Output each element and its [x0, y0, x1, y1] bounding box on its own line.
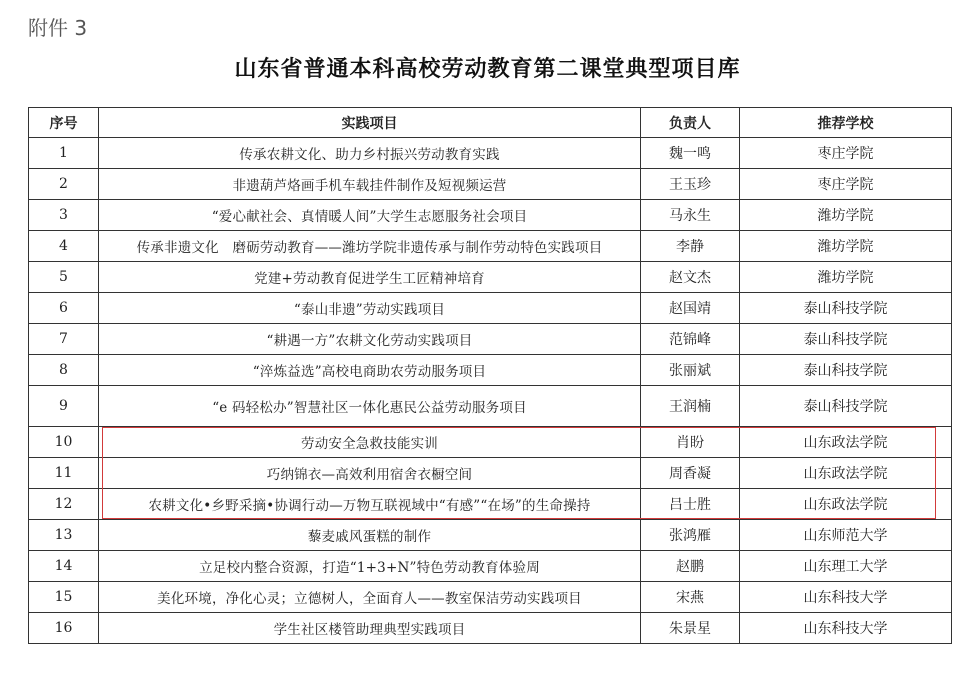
school-name: 潍坊学院: [740, 231, 952, 262]
row-number: 2: [29, 169, 99, 200]
project-name: 藜麦戚风蛋糕的制作: [99, 520, 641, 551]
school-name: 山东师范大学: [740, 520, 952, 551]
table-row: [29, 231, 952, 262]
table-row: [29, 169, 952, 200]
row-number: 9: [29, 386, 99, 427]
table-row: [29, 520, 952, 551]
row-number: 12: [29, 489, 99, 520]
table-header-row: [29, 108, 952, 138]
leader-name: 赵国靖: [641, 293, 740, 324]
project-name: “爱心献社会、真情暖人间”大学生志愿服务社会项目: [99, 200, 641, 231]
leader-name: 范锦峰: [641, 324, 740, 355]
table-row: [29, 324, 952, 355]
table-row: [29, 427, 952, 458]
row-number: 7: [29, 324, 99, 355]
leader-name: 吕士胜: [641, 489, 740, 520]
leader-name: 王润楠: [641, 386, 740, 427]
column-header-school: 推荐学校: [740, 108, 952, 138]
row-number: 14: [29, 551, 99, 582]
school-name: 山东政法学院: [740, 489, 952, 520]
leader-name: 王玉珍: [641, 169, 740, 200]
school-name: 山东科技大学: [740, 582, 952, 613]
school-name: 泰山科技学院: [740, 324, 952, 355]
leader-name: 魏一鸣: [641, 138, 740, 169]
table-row: [29, 355, 952, 386]
column-header-project: 实践项目: [99, 108, 641, 138]
school-name: 泰山科技学院: [740, 386, 952, 427]
leader-name: 李静: [641, 231, 740, 262]
leader-name: 宋燕: [641, 582, 740, 613]
project-name: 传承农耕文化、助力乡村振兴劳动教育实践: [99, 138, 641, 169]
leader-name: 赵文杰: [641, 262, 740, 293]
row-number: 6: [29, 293, 99, 324]
project-name: 劳动安全急救技能实训: [99, 427, 641, 458]
school-name: 山东政法学院: [740, 427, 952, 458]
school-name: 枣庄学院: [740, 138, 952, 169]
project-name: “泰山非遗”劳动实践项目: [99, 293, 641, 324]
school-name: 泰山科技学院: [740, 293, 952, 324]
row-number: 15: [29, 582, 99, 613]
row-number: 1: [29, 138, 99, 169]
table-row: [29, 613, 952, 644]
school-name: 潍坊学院: [740, 262, 952, 293]
column-header-leader: 负责人: [641, 108, 740, 138]
project-name: 巧纳锦衣—高效利用宿舍衣橱空间: [99, 458, 641, 489]
table-row: [29, 138, 952, 169]
project-name: 非遗葫芦烙画手机车载挂件制作及短视频运营: [99, 169, 641, 200]
row-number: 8: [29, 355, 99, 386]
school-name: 山东科技大学: [740, 613, 952, 644]
project-name: 立足校内整合资源，打造“1+3+N”特色劳动教育体验周: [99, 551, 641, 582]
project-name: 农耕文化•乡野采摘•协调行动—万物互联视域中“有感”“在场”的生命操持: [99, 489, 641, 520]
table-row: [29, 551, 952, 582]
project-name: 学生社区楼管助理典型实践项目: [99, 613, 641, 644]
column-header-number: 序号: [29, 108, 99, 138]
table-row: [29, 582, 952, 613]
project-name: “淬炼益选”高校电商助农劳动服务项目: [99, 355, 641, 386]
school-name: 枣庄学院: [740, 169, 952, 200]
school-name: 山东理工大学: [740, 551, 952, 582]
row-number: 13: [29, 520, 99, 551]
row-number: 16: [29, 613, 99, 644]
leader-name: 朱景星: [641, 613, 740, 644]
school-name: 山东政法学院: [740, 458, 952, 489]
project-name: 党建+劳动教育促进学生工匠精神培育: [99, 262, 641, 293]
document-title: 山东省普通本科高校劳动教育第二课堂典型项目库: [234, 57, 741, 82]
row-number: 4: [29, 231, 99, 262]
attachment-label: 附件 3: [28, 16, 88, 40]
table-row: [29, 262, 952, 293]
school-name: 潍坊学院: [740, 200, 952, 231]
table-row: [29, 458, 952, 489]
project-table: [28, 107, 952, 644]
project-name: “e 码轻松办”智慧社区一体化惠民公益劳动服务项目: [99, 386, 641, 427]
table-row: [29, 293, 952, 324]
project-name: 美化环境，净化心灵；立德树人，全面育人——教室保洁劳动实践项目: [99, 582, 641, 613]
school-name: 泰山科技学院: [740, 355, 952, 386]
leader-name: 肖盼: [641, 427, 740, 458]
leader-name: 马永生: [641, 200, 740, 231]
project-name: 传承非遗文化 磨砺劳动教育——潍坊学院非遗传承与制作劳动特色实践项目: [99, 231, 641, 262]
row-number: 5: [29, 262, 99, 293]
row-number: 10: [29, 427, 99, 458]
table-row: [29, 489, 952, 520]
leader-name: 赵鹏: [641, 551, 740, 582]
leader-name: 张丽斌: [641, 355, 740, 386]
leader-name: 张鸿雁: [641, 520, 740, 551]
table-row: [29, 386, 952, 427]
leader-name: 周香凝: [641, 458, 740, 489]
row-number: 3: [29, 200, 99, 231]
table-row: [29, 200, 952, 231]
row-number: 11: [29, 458, 99, 489]
project-name: “耕遇一方”农耕文化劳动实践项目: [99, 324, 641, 355]
